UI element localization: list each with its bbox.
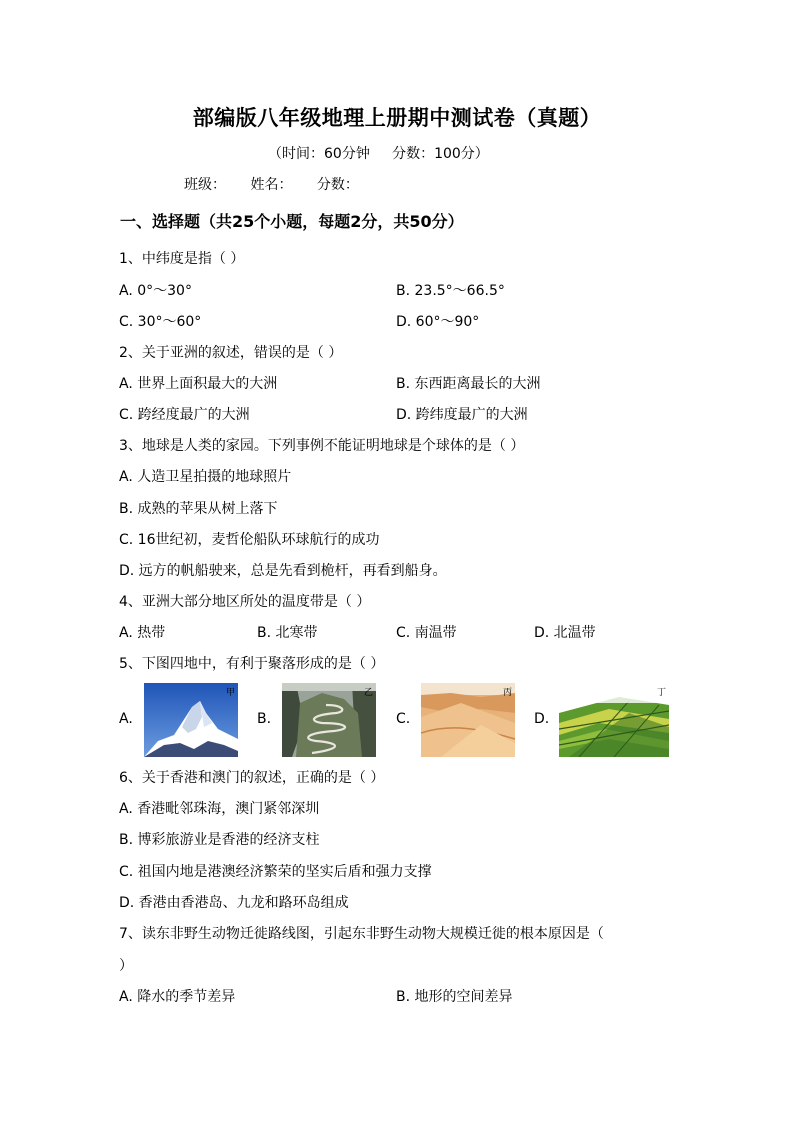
question-stem: 1、中纬度是指（ ） xyxy=(119,251,245,267)
option-c: C. 跨经度最广的大洲 xyxy=(119,407,250,423)
option-d: D. 远方的帆船驶来，总是先看到桅杆，再看到船身。 xyxy=(119,563,447,579)
name-label: 姓名： xyxy=(250,177,293,193)
question-stem-continued: ） xyxy=(119,958,133,974)
class-label: 班级： xyxy=(184,177,226,193)
option-b: B. xyxy=(257,711,272,727)
option-d: D. 60°～90° xyxy=(396,314,480,330)
option-d: D. xyxy=(534,711,550,727)
student-info xyxy=(184,174,379,194)
score-label: 分数： xyxy=(316,177,359,193)
question-stem: 3、地球是人类的家园。下列事例不能证明地球是个球体的是（ ） xyxy=(119,438,525,454)
option-d: D. 北温带 xyxy=(534,625,596,641)
question-stem: 7、读东非野生动物迁徙路线图，引起东非野生动物大规模迁徙的根本原因是（ xyxy=(119,926,604,942)
winding-road-photo xyxy=(282,683,376,757)
option-c: C. 16世纪初，麦哲伦船队环球航行的成功 xyxy=(119,532,380,548)
option-c: C. 30°～60° xyxy=(119,314,202,330)
option-b: B. 北寒带 xyxy=(257,625,318,641)
option-a: A. 0°～30° xyxy=(119,283,192,299)
question-stem: 6、关于香港和澳门的叙述，正确的是（ ） xyxy=(119,770,385,786)
option-c: C. 南温带 xyxy=(396,625,457,641)
option-d: D. 跨纬度最广的大洲 xyxy=(396,407,528,423)
option-b: B. 成熟的苹果从树上落下 xyxy=(119,501,278,517)
option-a: A. 世界上面积最大的大洲 xyxy=(119,376,278,392)
question-stem: 4、亚洲大部分地区所处的温度带是（ ） xyxy=(119,594,371,610)
question-stem: 2、关于亚洲的叙述，错误的是（ ） xyxy=(119,345,343,361)
exam-time-score: （时间：60分钟 分数：100分） xyxy=(268,146,489,162)
desert-photo xyxy=(421,683,515,757)
option-a: A. 热带 xyxy=(119,625,166,641)
farmland-photo xyxy=(559,683,669,757)
option-d: D. 香港由香港岛、九龙和路环岛组成 xyxy=(119,895,349,911)
option-c: C. xyxy=(396,711,411,727)
option-b: B. 23.5°～66.5° xyxy=(396,283,505,299)
question-stem: 5、下图四地中，有利于聚落形成的是（ ） xyxy=(119,656,385,672)
option-b: B. 东西距离最长的大洲 xyxy=(396,376,541,392)
image-label-bing: 丙 xyxy=(502,688,512,698)
image-label-jia: 甲 xyxy=(225,688,235,698)
mountain-photo xyxy=(144,683,238,757)
option-b: B. 博彩旅游业是香港的经济支柱 xyxy=(119,832,320,848)
image-label-yi: 乙 xyxy=(363,688,373,698)
option-a: A. 香港毗邻珠海，澳门紧邻深圳 xyxy=(119,801,320,817)
section-heading: 一、选择题（共25个小题，每题2分，共50分） xyxy=(120,212,464,231)
page-title: 部编版八年级地理上册期中测试卷（真题） xyxy=(192,105,602,130)
image-options-row xyxy=(119,683,679,757)
option-b: B. 地形的空间差异 xyxy=(396,989,513,1005)
option-a: A. xyxy=(119,711,133,727)
option-c: C. 祖国内地是港澳经济繁荣的坚实后盾和强力支撑 xyxy=(119,864,432,880)
option-a: A. 降水的季节差异 xyxy=(119,989,236,1005)
option-a: A. 人造卫星拍摄的地球照片 xyxy=(119,469,292,485)
image-label-ding: 丁 xyxy=(656,688,666,698)
